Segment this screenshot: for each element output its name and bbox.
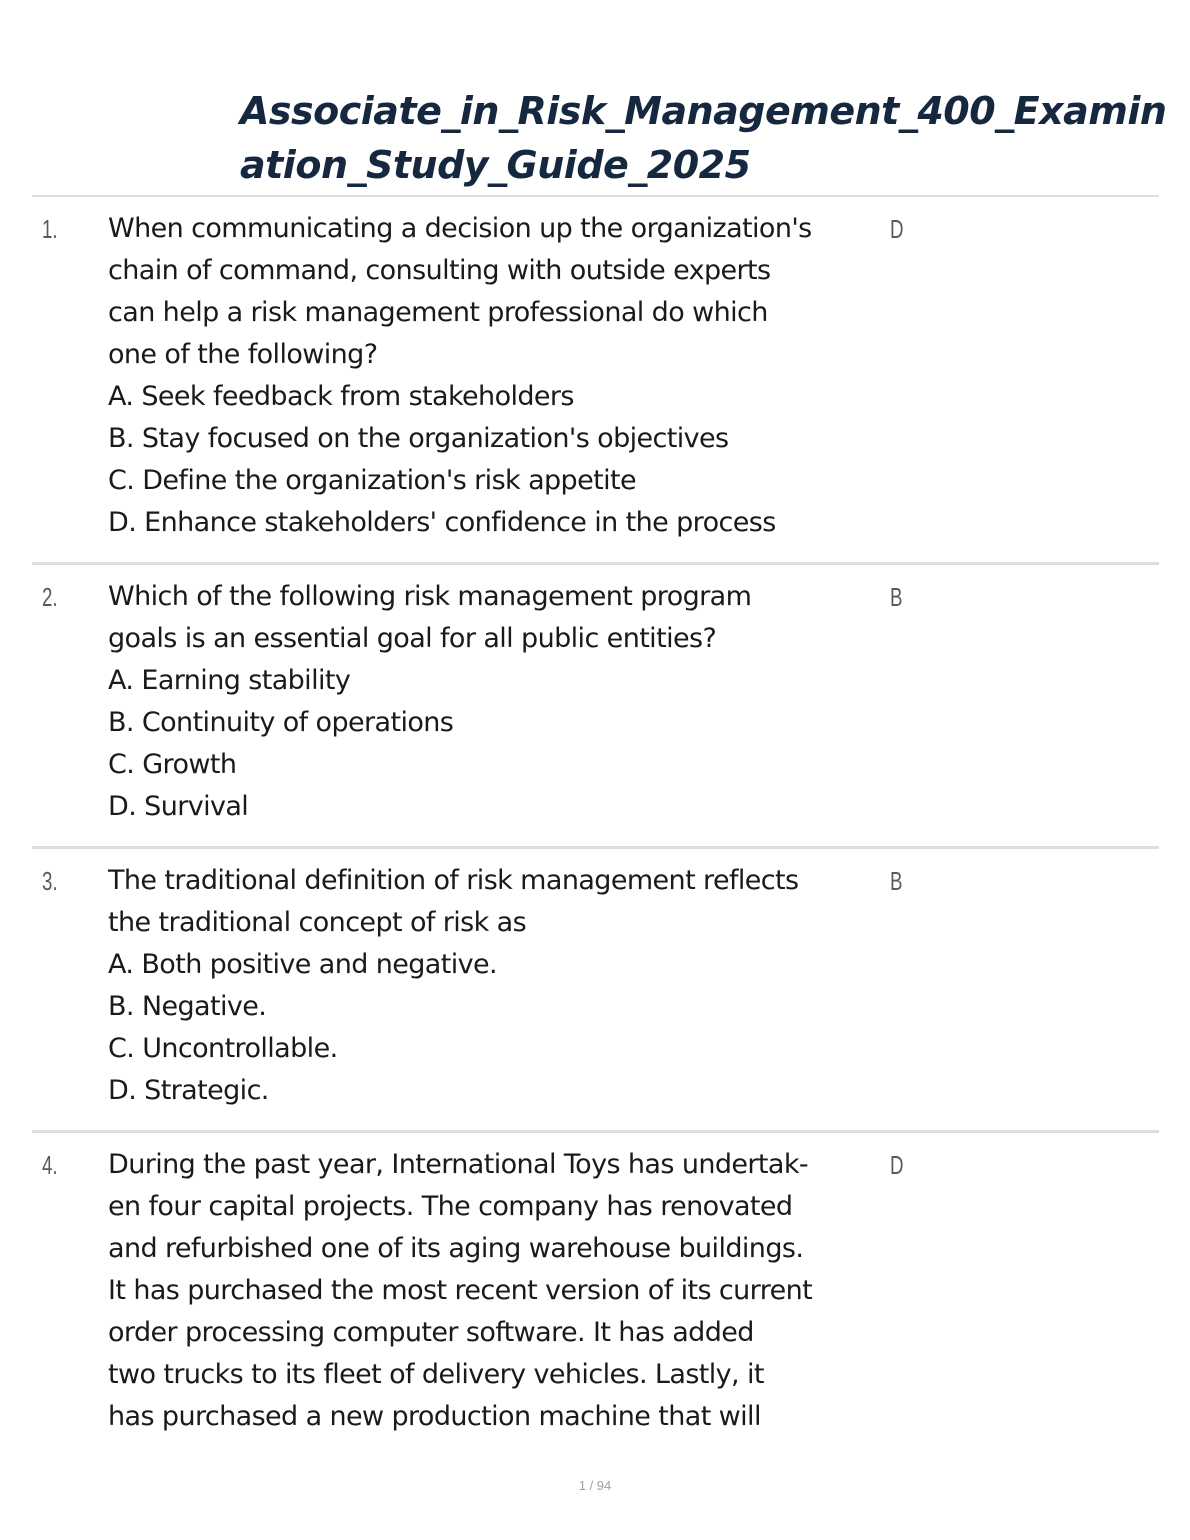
- answer-key: B: [890, 866, 903, 896]
- answer-key: B: [890, 582, 903, 612]
- question-divider: [32, 562, 1159, 565]
- question-text: The traditional definition of risk management reflects the traditional concept of risk as A. Both positive and negative. B. Negative. C. Uncontrollable. D. Strategic.: [108, 865, 799, 1106]
- answer-key: D: [890, 214, 904, 244]
- question-text: Which of the following risk management program goals is an essential goal for all public entities? A. Earning stability B. Continuity of operations C. Growth D. Survival: [108, 581, 752, 822]
- document-title: Associate_in_Risk_Management_400_Examination_Study_Guide_2025: [240, 89, 1167, 187]
- page-indicator: 1 / 94: [578, 1478, 612, 1493]
- question-number: 2.: [42, 582, 58, 612]
- question-number: 3.: [42, 866, 58, 896]
- question-number: 4.: [42, 1150, 58, 1180]
- question-divider: [32, 1130, 1159, 1133]
- question-number: 1.: [42, 214, 58, 244]
- answer-key: D: [890, 1150, 904, 1180]
- question-text: During the past year, International Toys has undertak- en four capital projects. The company has renovated and refurbished one of its aging warehouse buildings. It has purchased the most recent version of its current order processing computer software. It has added two trucks to its fleet of delivery vehicles. Lastly, it has purchased a new production machine that will: [108, 1149, 813, 1432]
- question-text: When communicating a decision up the organization's chain of command, consulting with outside experts can help a risk management professional do which one of the following? A. Seek feedback from stakeholders B. Stay focused on the organization's objectives C. Define the organization's risk appetite D. Enhance stakeholders' confidence in the process: [108, 213, 812, 538]
- question-divider: [32, 846, 1159, 849]
- title-divider: [32, 195, 1159, 197]
